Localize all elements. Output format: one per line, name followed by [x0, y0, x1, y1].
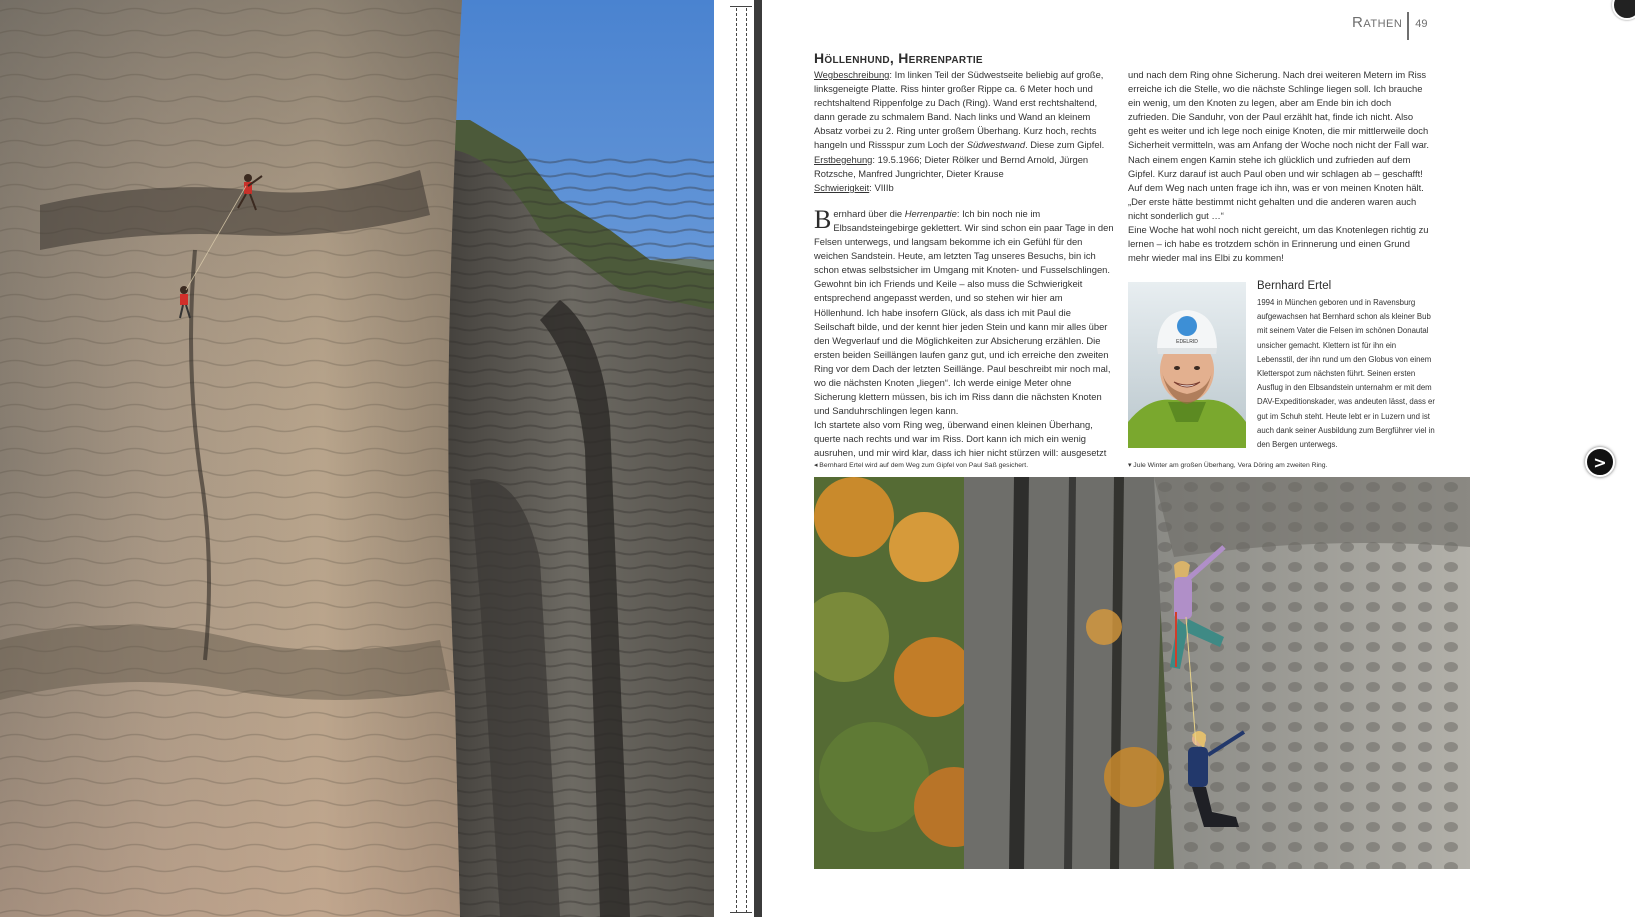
gutter-dashed-line-right: [746, 8, 747, 913]
bio-name: Bernhard Ertel: [1257, 280, 1332, 292]
caption-left-photo: ◂ Bernhard Ertel wird auf dem Weg zum Gipfel von Paul Saß gesichert.: [814, 462, 1029, 469]
schwierigkeit-label: Schwierigkeit: [814, 181, 870, 193]
difficulty: [814, 181, 1114, 195]
caption-bottom-photo: ▾ Jule Winter am großen Überhang, Vera Döring am zweiten Ring.: [1128, 462, 1328, 469]
route-title: Höllenhund, Herrenpartie: [814, 50, 983, 66]
gutter-cap-bottom: [730, 912, 752, 913]
bottom-climbing-photo: [814, 477, 1470, 869]
wegbeschreibung-end: . Diese zum Gipfel.: [1025, 139, 1105, 151]
bio-text: 1994 in München geboren und in Ravensburg aufgewachsen hat Bernhard schon als kleiner Bub mit seinem Vater die Felsen im schönen Donautal unsicher gemacht. Klettern ist für ihn ein Lebensstil, der ihn rund um den Globus von einem Kletterspot zum nächsten führt. Seinen ersten Ausflug in den Elbsandstein unternahm er mit dem DAV-Expeditionskader, was andeuten lässt, dass er gut im Schuh steht. Heute lebt er in Luzern und ist auch dank seiner Ausbildung zum Bergführer viel in den Bergen unterwegs.: [1257, 298, 1435, 450]
schwierigkeit-text: : VIIIb: [869, 181, 894, 193]
story-paragraph-1: [814, 204, 1114, 418]
gutter-dashed-line-left: [736, 8, 737, 913]
running-head-title: Rathen: [1352, 14, 1403, 31]
sandstone-wall-photo: [0, 0, 714, 917]
erstbegehung-label: Erstbegehung: [814, 153, 873, 165]
left-page-photo: [0, 0, 714, 917]
wegbeschreibung-label: Wegbeschreibung: [814, 69, 890, 80]
running-head-divider: [1407, 12, 1409, 40]
running-head: [1352, 12, 1428, 42]
story-paragraph-1-rest: : Ich bin noch nie im Elbsandsteingebirge geklettert. Wir sind schon ein paar Tage in den Felsen unterwegs, und langsam bekomme ich ein Gefühl für den weichen Sandstein. Heute, am letzten Tag unseres Besuchs, bin ich schon etwas selbstsicher im Umgang mit Knoten- und Fusselschlingen. Gewohnt bin ich Friends und Keile – also muss die Schwierigkeit entsprechend angepasst werden, und so stehen wir hier am Höllenhund. Ich habe insofern Glück, als dass ich mit Paul die Seilschaft bilde, und der kennt hier jeden Stein und kann mir alles über den Wegverlauf und die Möglichkeiten zur Absicherung erzählen. Die ersten beiden Seillängen laufen ganz gut, und ich erreiche den zweiten Ring vor dem Dach der letzten Seillänge. Paul beschreibt mir noch mal, wo die nächsten Knoten „liegen“. Ich werde einige Meter ohne Sicherung klettern müssen, bis ich im Riss dann die nächsten Knoten und Sanduhrschlingen legen kann.: [814, 207, 1114, 417]
route-description: [814, 68, 1114, 153]
page-gutter: [714, 0, 754, 917]
story-column-2-paragraph-2: Eine Woche hat wohl noch nicht gereicht, um das Knotenlegen richtig zu lernen – ich habe es trotzdem schön in Erinnerung und einen Grund mehr wieder mal ins Elbi zu kommen!: [1128, 224, 1429, 264]
erstbegehung-text: : 19.5.1966; Dieter Rölker und Bernd Arnold, Jürgen Rotzsche, Manfred Jungrichter, Dieter Krause: [814, 153, 1089, 179]
text-column-2: [1128, 68, 1430, 265]
helmet-brand-text: EDELRID: [1176, 339, 1198, 345]
wegbeschreibung-italic: Südwestwand: [966, 139, 1026, 151]
drop-cap: B: [814, 204, 832, 234]
story-intro-italic: Herrenpartie: [904, 207, 957, 219]
first-ascent: [814, 153, 1114, 181]
page-number: 49: [1415, 18, 1428, 30]
gutter-cap-top: [730, 6, 752, 7]
portrait-photo: [1128, 282, 1246, 448]
wegbeschreibung-text: : Im linken Teil der Südwestseite beliebig auf große, linksgeneigte Platte. Riss hinter großer Rippe ca. 6 Meter hoch und rechtshaltend Rippenfolge zu Dach (Ring). Wand erst rechtshaltend, dann gerade zu schmalem Band. Nach links und Wand an kleinem Absatz vorbei zu 2. Ring unter großem Überhang. Kurz hoch, rechts hangeln und Rissspur zum Loch der: [814, 69, 1104, 151]
next-page-button[interactable]: >: [1585, 447, 1615, 477]
story-intro: ernhard über die: [833, 207, 905, 219]
story-column-2-paragraph-1: und nach dem Ring ohne Sicherung. Nach drei weiteren Metern im Riss erreiche ich die Stelle, wo die nächste Schlinge liegen soll. Ich brauche ein wenig, um den Knoten zu legen, aber am Ende bin ich doch zufrieden. Die Sanduhr, von der Paul erzählt hat, finde ich nicht. Also geht es weiter und ich lege noch einige Knoten, die mir mittlerweile doch Sicherheit vermitteln, was am Anfang der Woche noch nicht der Fall war. Nach einem engen Kamin stehe ich glücklich und zufrieden auf dem Gipfel. Kurz darauf ist auch Paul oben und wir schlagen ab – geschafft! Auf dem Weg nach unten frage ich ihn, was er von meinen Knoten hält. „Der erste hätte bestimmt nicht gehalten und die anderen waren auch nicht sonderlich gut …“: [1128, 69, 1430, 221]
story-paragraph-2: Ich startete also vom Ring weg, überwand einen kleinen Überhang, querte nach rechts und war im Riss. Dort kann ich mich ein wenig ausruhen, und mir wird klar, dass ich hier nicht stürzen will: ausgesetzt: [814, 419, 1107, 459]
climber-portrait-image: [1128, 282, 1246, 448]
overhang-climb-image: [814, 477, 1470, 869]
text-column-1: [814, 68, 1114, 461]
book-spine: [754, 0, 762, 917]
